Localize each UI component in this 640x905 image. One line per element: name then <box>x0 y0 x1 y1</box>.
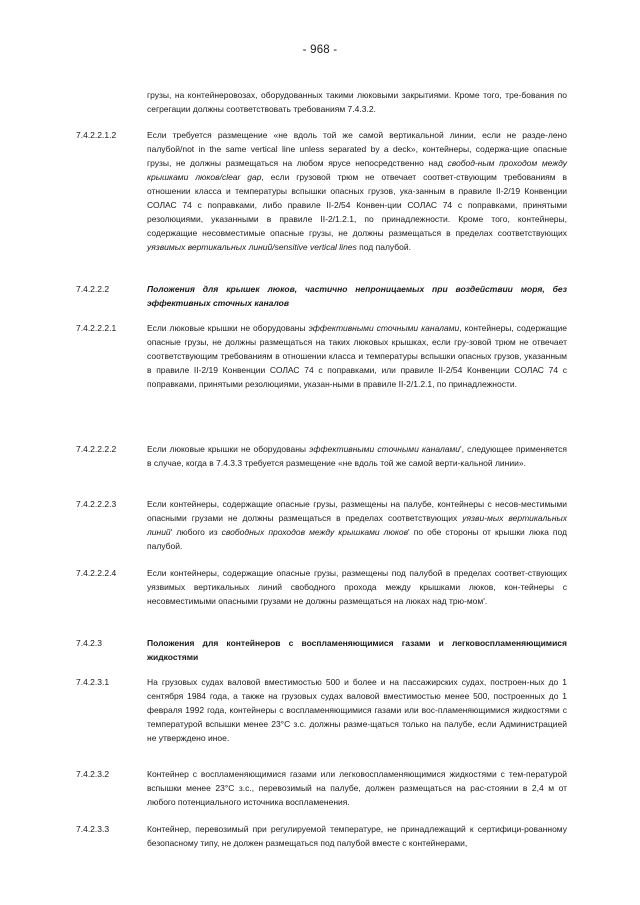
clause-heading: Положения для контейнеров с воспламеняющимися газами и легковоспламеняющимися жидкостями <box>147 638 567 662</box>
clause-number: 7.4.2.3 <box>76 638 102 648</box>
clause-number: 7.4.2.2.2.4 <box>76 568 117 578</box>
paragraph-text: грузы, на контейнеровозах, оборудованных такими люковыми закрытиями. Кроме того, тре-бования по сегрегации должны соответствовать требованиям 7.4.3.2. <box>147 90 567 114</box>
clause-number: 7.4.2.3.1 <box>76 677 110 687</box>
clause-number: 7.4.2.2.2.2 <box>76 444 117 454</box>
page-number: - 968 - <box>302 44 338 56</box>
clause-text: Контейнер с воспламеняющимися газами или легковоспламеняющимися жидкостями с тем-пературой вспышки менее 23°С з.с., перевозимый на палубе, должен размещаться на рас-стоянии в 2,4 м от любого потенциального источника воспламенения. <box>147 769 567 807</box>
clause-text: Если контейнеры, содержащие опасные грузы, размещены на палубе, контейнеры с несов-местимыми опасными грузами не должны размещаться в пределах соответствующих уязви-мых вертикальных линий' любого из свободных проходов между крышками люков' по обе стороны от крышки люка под палубой. <box>147 499 567 551</box>
clause-text: Если контейнеры, содержащие опасные грузы, размещены под палубой в пределах соответ-ствующих уязвимых вертикальных линий свободного прохода между крышками люков, кон-тейнеры с несовместимыми опасными грузами не должны размещаться на люках над трю-мом'. <box>147 568 567 606</box>
clause-text: Если люковые крышки не оборудованы эффективными сточными каналами', следующее применяется в случае, когда в 7.4.3.3 требуется размещение «не вдоль той же самой верти-кальной линии». <box>147 444 567 468</box>
clause-number: 7.4.2.2.2 <box>76 284 110 294</box>
clause-number: 7.4.2.3.2 <box>76 769 110 779</box>
clause-number: 7.4.2.3.3 <box>76 824 110 834</box>
clause-number: 7.4.2.2.2.1 <box>76 323 117 333</box>
clause-text: Контейнер, перевозимый при регулируемой температуре, не принадлежащий к сертифици-рованному безопасному типу, не должен размещаться под палубой вместе с контейнерами, <box>147 824 567 848</box>
clause-text: Если люковые крышки не оборудованы эффективными сточными каналами, контейнеры, содержащие опасные грузы, не должны размещаться на таких люковых крышках, если гру-зовой трюм не отвечает соответствующим требованиям в отношении класса и температуры вспышки опасных грузов, указанным в правиле II-2/19 Конвенции СОЛАС 74 с поправками, или правиле II-2/54 Конвенции СОЛАС 74 с поправками, принятыми резолюциями, указан-ными в правиле II-2/1.2.1, по принадлежности. <box>147 323 567 389</box>
clause-text: Если требуется размещение «не вдоль той же самой вертикальной линии, если не разде-лено палубой/not in the same vertical line unless separated by a deck», контейнеры, содержа-щие опасные грузы, не должны размещаться на любом ярусе непосредственно над свобод-ным проходом между крышками люков/clear gap, если грузовой трюм не отвечает соответ-ствующим требованиям в отношении класса и температуры вспышки опасных грузов, ука-занным в правиле II-2/19 Конвенции СОЛАС 74 с поправками, либо правиле II-2/54 Конвен-ции СОЛАС 74 с поправками, принятыми резолюциями, указанными в правиле II-2/1.2.1, по принадлежности. Кроме того, контейнеры, содержащие несовместимые опасные грузы, не должны размещаться в пределах соответствующих уязвимых вертикальных линий/sensitive vertical lines под палубой. <box>147 130 567 252</box>
clause-number: 7.4.2.2.1.2 <box>76 130 117 140</box>
clause-text: На грузовых судах валовой вместимостью 500 и более и на пассажирских судах, построен-ных до 1 сентября 1984 года, а также на грузовых судах валовой вместимостью менее 500, построенных до 1 февраля 1992 года, контейнеры с воспламеняющимися газами или вос-пламеняющимися жидкостями с температурой вспышки менее 23°С з.с. должны разме-щаться только на палубе, если Администрацией не утверждено иное. <box>147 677 567 743</box>
clause-number: 7.4.2.2.2.3 <box>76 499 117 509</box>
clause-heading: Положения для крышек люков, частично непроницаемых при воздействии моря, без эффективных сточных каналов <box>147 284 567 308</box>
